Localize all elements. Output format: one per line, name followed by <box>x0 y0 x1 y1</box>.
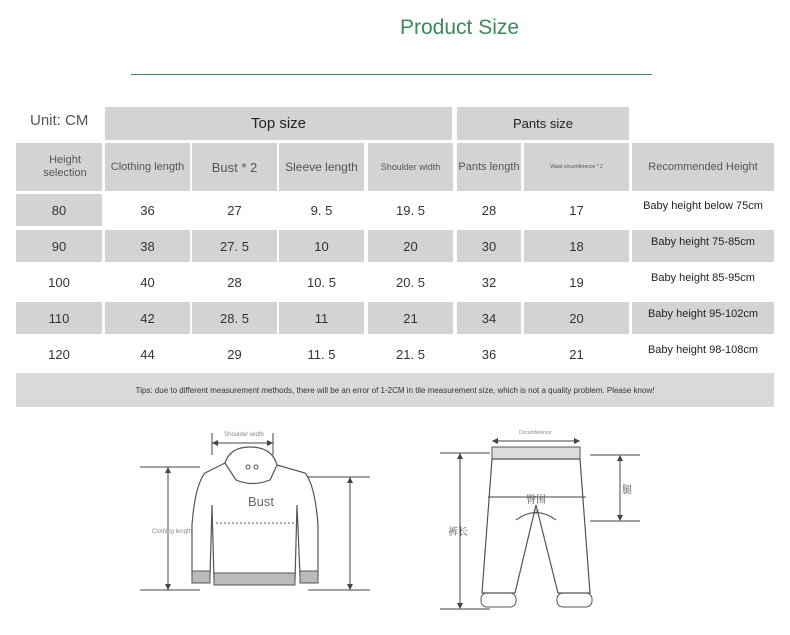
measurement-cell: 36 <box>140 202 155 218</box>
measurement-cell: 11 <box>279 302 364 334</box>
measurement-cell: 42 <box>105 302 190 334</box>
page-title: Product Size <box>400 16 520 39</box>
recommended-height-cell: Baby height 98-108cm <box>647 344 759 356</box>
measurement-cell: 19. 5 <box>396 202 425 218</box>
waist-label: Circumference <box>518 430 552 436</box>
measurement-cell: 17 <box>569 202 584 218</box>
measurement-cell: 10 <box>279 230 364 262</box>
measurement-cell: 27 <box>227 202 242 218</box>
measurement-cell: 20 <box>368 230 453 262</box>
bust-label: Bust <box>247 494 275 509</box>
height-cell: 120 <box>48 346 70 362</box>
column-header: Shoulder width <box>368 143 453 191</box>
measurement-cell: 19 <box>569 274 584 290</box>
measurement-cell: 32 <box>481 274 497 290</box>
column-header: Pants length <box>457 143 521 191</box>
recommended-height-cell: Baby height 75-85cm <box>632 230 774 262</box>
measurement-cell: 11. 5 <box>307 346 336 362</box>
measurement-cell: 44 <box>140 346 155 362</box>
hip-label: 臀围 <box>526 495 546 506</box>
top-measurement-diagram <box>140 425 380 605</box>
rise-label: 裆 <box>532 511 540 517</box>
measurement-cell: 18 <box>524 230 629 262</box>
shoulder-width-label: Shoulder width <box>224 432 264 438</box>
column-header: Sleeve length <box>279 143 364 191</box>
measurement-cell: 20. 5 <box>396 274 425 290</box>
measurement-cell: 9. 5 <box>310 202 333 218</box>
height-cell: 90 <box>16 230 102 262</box>
measurement-cell: 30 <box>457 230 521 262</box>
pants-length-label: 裤长 <box>448 527 468 538</box>
height-cell: 80 <box>16 194 102 226</box>
measurement-cell: 28 <box>481 202 497 218</box>
recommended-height-cell: Baby height 95-102cm <box>632 302 774 334</box>
measurement-cell: 21. 5 <box>396 346 425 362</box>
column-header: Clothing length <box>105 143 190 191</box>
measurement-cell: 36 <box>481 346 497 362</box>
measurement-cell: 27. 5 <box>192 230 277 262</box>
measurement-cell: 38 <box>105 230 190 262</box>
measurement-cell: 34 <box>457 302 521 334</box>
column-header: Bust * 2 <box>192 143 277 191</box>
measurement-cell: 21 <box>569 346 584 362</box>
measurement-cell: 20 <box>524 302 629 334</box>
height-cell: 110 <box>16 302 102 334</box>
tips-note: Tips: due to different measurement methods, there will be an error of 1-2CM in tile measurement size, which is not a quality problem. Please know! <box>16 373 774 407</box>
measurement-cell: 10. 5 <box>307 274 336 290</box>
measurement-cell: 40 <box>140 274 155 290</box>
clothing-length-label: Clothing length <box>152 529 193 535</box>
top-size-header: Top size <box>105 107 452 140</box>
thigh-label: 腿 <box>622 485 632 496</box>
measurement-cell: 21 <box>368 302 453 334</box>
pants-measurement-diagram <box>440 425 650 615</box>
measurement-cell: 28 <box>227 274 242 290</box>
title-divider <box>131 74 652 75</box>
measurement-cell: 29 <box>227 346 242 362</box>
pants-size-header: Pants size <box>457 107 629 140</box>
unit-label: Unit: CM <box>30 112 89 129</box>
height-cell: 100 <box>48 274 70 290</box>
column-header: Recommended Height <box>632 143 774 191</box>
recommended-height-cell: Baby height 85-95cm <box>651 272 755 284</box>
column-header: Waist circumference * 2 <box>524 143 629 191</box>
column-header: Height selection <box>16 143 102 191</box>
measurement-cell: 28. 5 <box>192 302 277 334</box>
recommended-height-cell: Baby height below 75cm <box>643 200 763 212</box>
